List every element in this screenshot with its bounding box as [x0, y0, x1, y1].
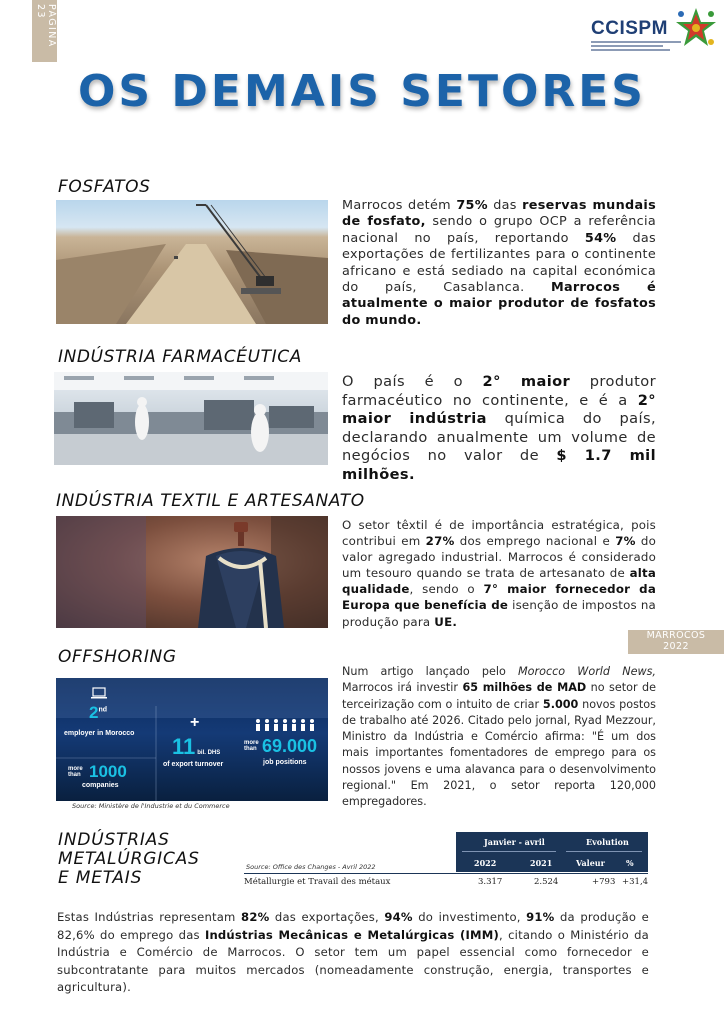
turnover-value: 11 bil. DHS: [172, 734, 221, 759]
text-run: 2° maior: [482, 373, 571, 390]
plus-sign: +: [190, 714, 200, 731]
text-run: 2° maior indústria: [342, 391, 656, 428]
col-valeur: Valeur: [576, 858, 605, 868]
text-run: Indústrias Mecânicas e Metalúrgicas (IMM): [204, 927, 499, 942]
text-run: isenção de impostos na produção para: [342, 598, 656, 629]
text-run: 54%: [584, 230, 617, 246]
text-run: das exportações,: [269, 910, 385, 924]
more-than-label-companies: more than: [68, 766, 83, 778]
section-title-metalurgicas: INDÚSTRIAS METALÚRGICAS E METAIS: [58, 830, 200, 888]
text-run: 75%: [456, 198, 488, 213]
more-than-label-jobs: more than: [244, 740, 259, 752]
textile-mannequin-image: [56, 516, 328, 628]
text-run: Marrocos irá investir: [342, 681, 463, 695]
badge-year: 2022: [663, 641, 689, 652]
text-run: química do país, declarando anualmente um volume de negócios no valor de: [342, 410, 656, 465]
turnover-label: of export turnover: [163, 761, 224, 768]
companies-value: 1000: [89, 762, 127, 781]
paragraph-textil: [342, 517, 656, 630]
ccispm-logo: [588, 6, 720, 58]
jobs-value: 69.000: [262, 736, 318, 756]
cell-2021: 2.524: [534, 877, 559, 887]
text-run: 27%: [425, 534, 455, 549]
text-run: 94%: [384, 910, 413, 924]
metal-source: Source: Office des Changes - Avril 2022: [246, 863, 376, 871]
cell-valeur: +793: [592, 877, 616, 887]
text-run: das exportações de fertilizantes para o continente africano e está sediado na capital económica do país, Casablanca.: [342, 230, 656, 296]
text-run: alta qualidade: [342, 566, 656, 597]
phosphate-mine-image: [56, 200, 328, 324]
paragraph-farmaceutica: [342, 373, 656, 485]
text-run: do valor agregado industrial. Marrocos é considerado um tesouro quando se trata de artesanato de: [342, 534, 656, 581]
country-year-badge: [628, 630, 724, 654]
text-run: 65 milhões de MAD: [462, 681, 587, 695]
row-label: Métallurgie et Travail des métaux: [244, 877, 391, 887]
text-run: $ 1.7 mil milhões.: [342, 447, 656, 483]
text-run: 91%: [526, 910, 555, 924]
text-run: dos emprego nacional e: [454, 534, 616, 549]
jobs-label: job positions: [263, 759, 307, 766]
header-group-period: Janvier - avril: [484, 837, 545, 847]
text-run: Morocco World News,: [518, 665, 656, 678]
section-title-offshoring: OFFSHORING: [58, 647, 177, 667]
text-run: Estas Indústrias representam: [57, 910, 242, 924]
section-title-fosfatos: FOSFATOS: [58, 177, 151, 197]
section-title-textil: INDÚSTRIA TEXTIL E ARTESANATO: [56, 491, 365, 511]
section-title-farmaceutica: INDÚSTRIA FARMACÉUTICA: [58, 347, 302, 367]
text-run: das: [487, 198, 523, 213]
text-run: 7° maior fornecedor da Europa que benefícia de: [342, 582, 656, 613]
logo-star-icon: [676, 6, 716, 50]
logo-name: CCISPM: [591, 18, 668, 39]
header-group-evolution: Evolution: [586, 837, 629, 847]
rank-value: 2nd: [89, 703, 108, 722]
col-percent: %: [626, 858, 634, 868]
cell-2022: 3.317: [478, 877, 503, 887]
col-2021: 2021: [530, 858, 553, 868]
metal-table: [244, 832, 648, 892]
paragraph-offshoring: [342, 664, 656, 811]
page-number-tab: [32, 0, 57, 62]
rank-label: employer in Morocco: [64, 730, 135, 737]
text-run: Num artigo lançado pelo: [342, 665, 518, 678]
page-title: OS DEMAIS SETORES: [78, 66, 646, 117]
text-run: reservas mundais de fosfato,: [342, 198, 656, 230]
text-run: O país é o: [342, 373, 483, 390]
text-run: 82%: [241, 910, 270, 924]
text-run: sendo o grupo OCP a referência nacional no país, reportando: [342, 214, 657, 246]
text-run: produtor farmacéutico no continente, e é a: [342, 373, 656, 409]
cell-percent: +31,4: [622, 877, 649, 887]
companies-label: companies: [82, 782, 119, 789]
people-icon: [254, 718, 320, 732]
text-run: O setor têxtil é de importância estratégica, pois contribui em: [342, 518, 656, 549]
laptop-icon: [91, 687, 107, 699]
badge-country: MARROCOS: [646, 630, 706, 641]
offshoring-source: Source: Ministère de l'Industrie et du Commerce: [72, 802, 230, 810]
text-run: do investimento,: [412, 910, 527, 924]
offshoring-infographic: [56, 678, 328, 801]
text-run: 5.000: [542, 697, 579, 711]
logo-subtitle-lines: [591, 41, 681, 55]
text-run: Marrocos detém: [342, 198, 457, 213]
text-run: no setor de terceirização com o intuito de criar: [342, 681, 657, 711]
pharma-factory-image: [54, 372, 328, 465]
paragraph-metalurgicas: [57, 909, 649, 997]
text-run: , sendo o: [409, 582, 484, 597]
text-run: novos postos de trabalho até 2026. Citado pelo jornal, Ryad Mezzour, Ministro da Indústria e Comércio afirma: "É um dos mais importantes fomentadores de emprego para os nossos jovens e uma alavanca para o desenvolvimento regional." Em 2021, o setor reporta 120,000 empregadores.: [342, 697, 656, 809]
text-run: Marrocos é atualmente o maior produtor de fosfatos do mundo.: [342, 280, 656, 328]
col-2022: 2022: [474, 858, 497, 868]
text-run: da produção e 82,6% do emprego das: [57, 910, 649, 942]
text-run: , citando o Ministério da Indústria e Comércio de Marrocos. O setor tem um papel essencial como fornecedor e subcontratante para muitos mercados (nomeadamente construção, energia, transportes e agricultura).: [57, 927, 649, 994]
paragraph-fosfatos: [342, 198, 656, 329]
table-header: [456, 832, 648, 872]
text-run: 7%: [615, 534, 636, 549]
page-number: PÁGINA 23: [35, 4, 57, 48]
text-run: UE.: [434, 614, 458, 629]
